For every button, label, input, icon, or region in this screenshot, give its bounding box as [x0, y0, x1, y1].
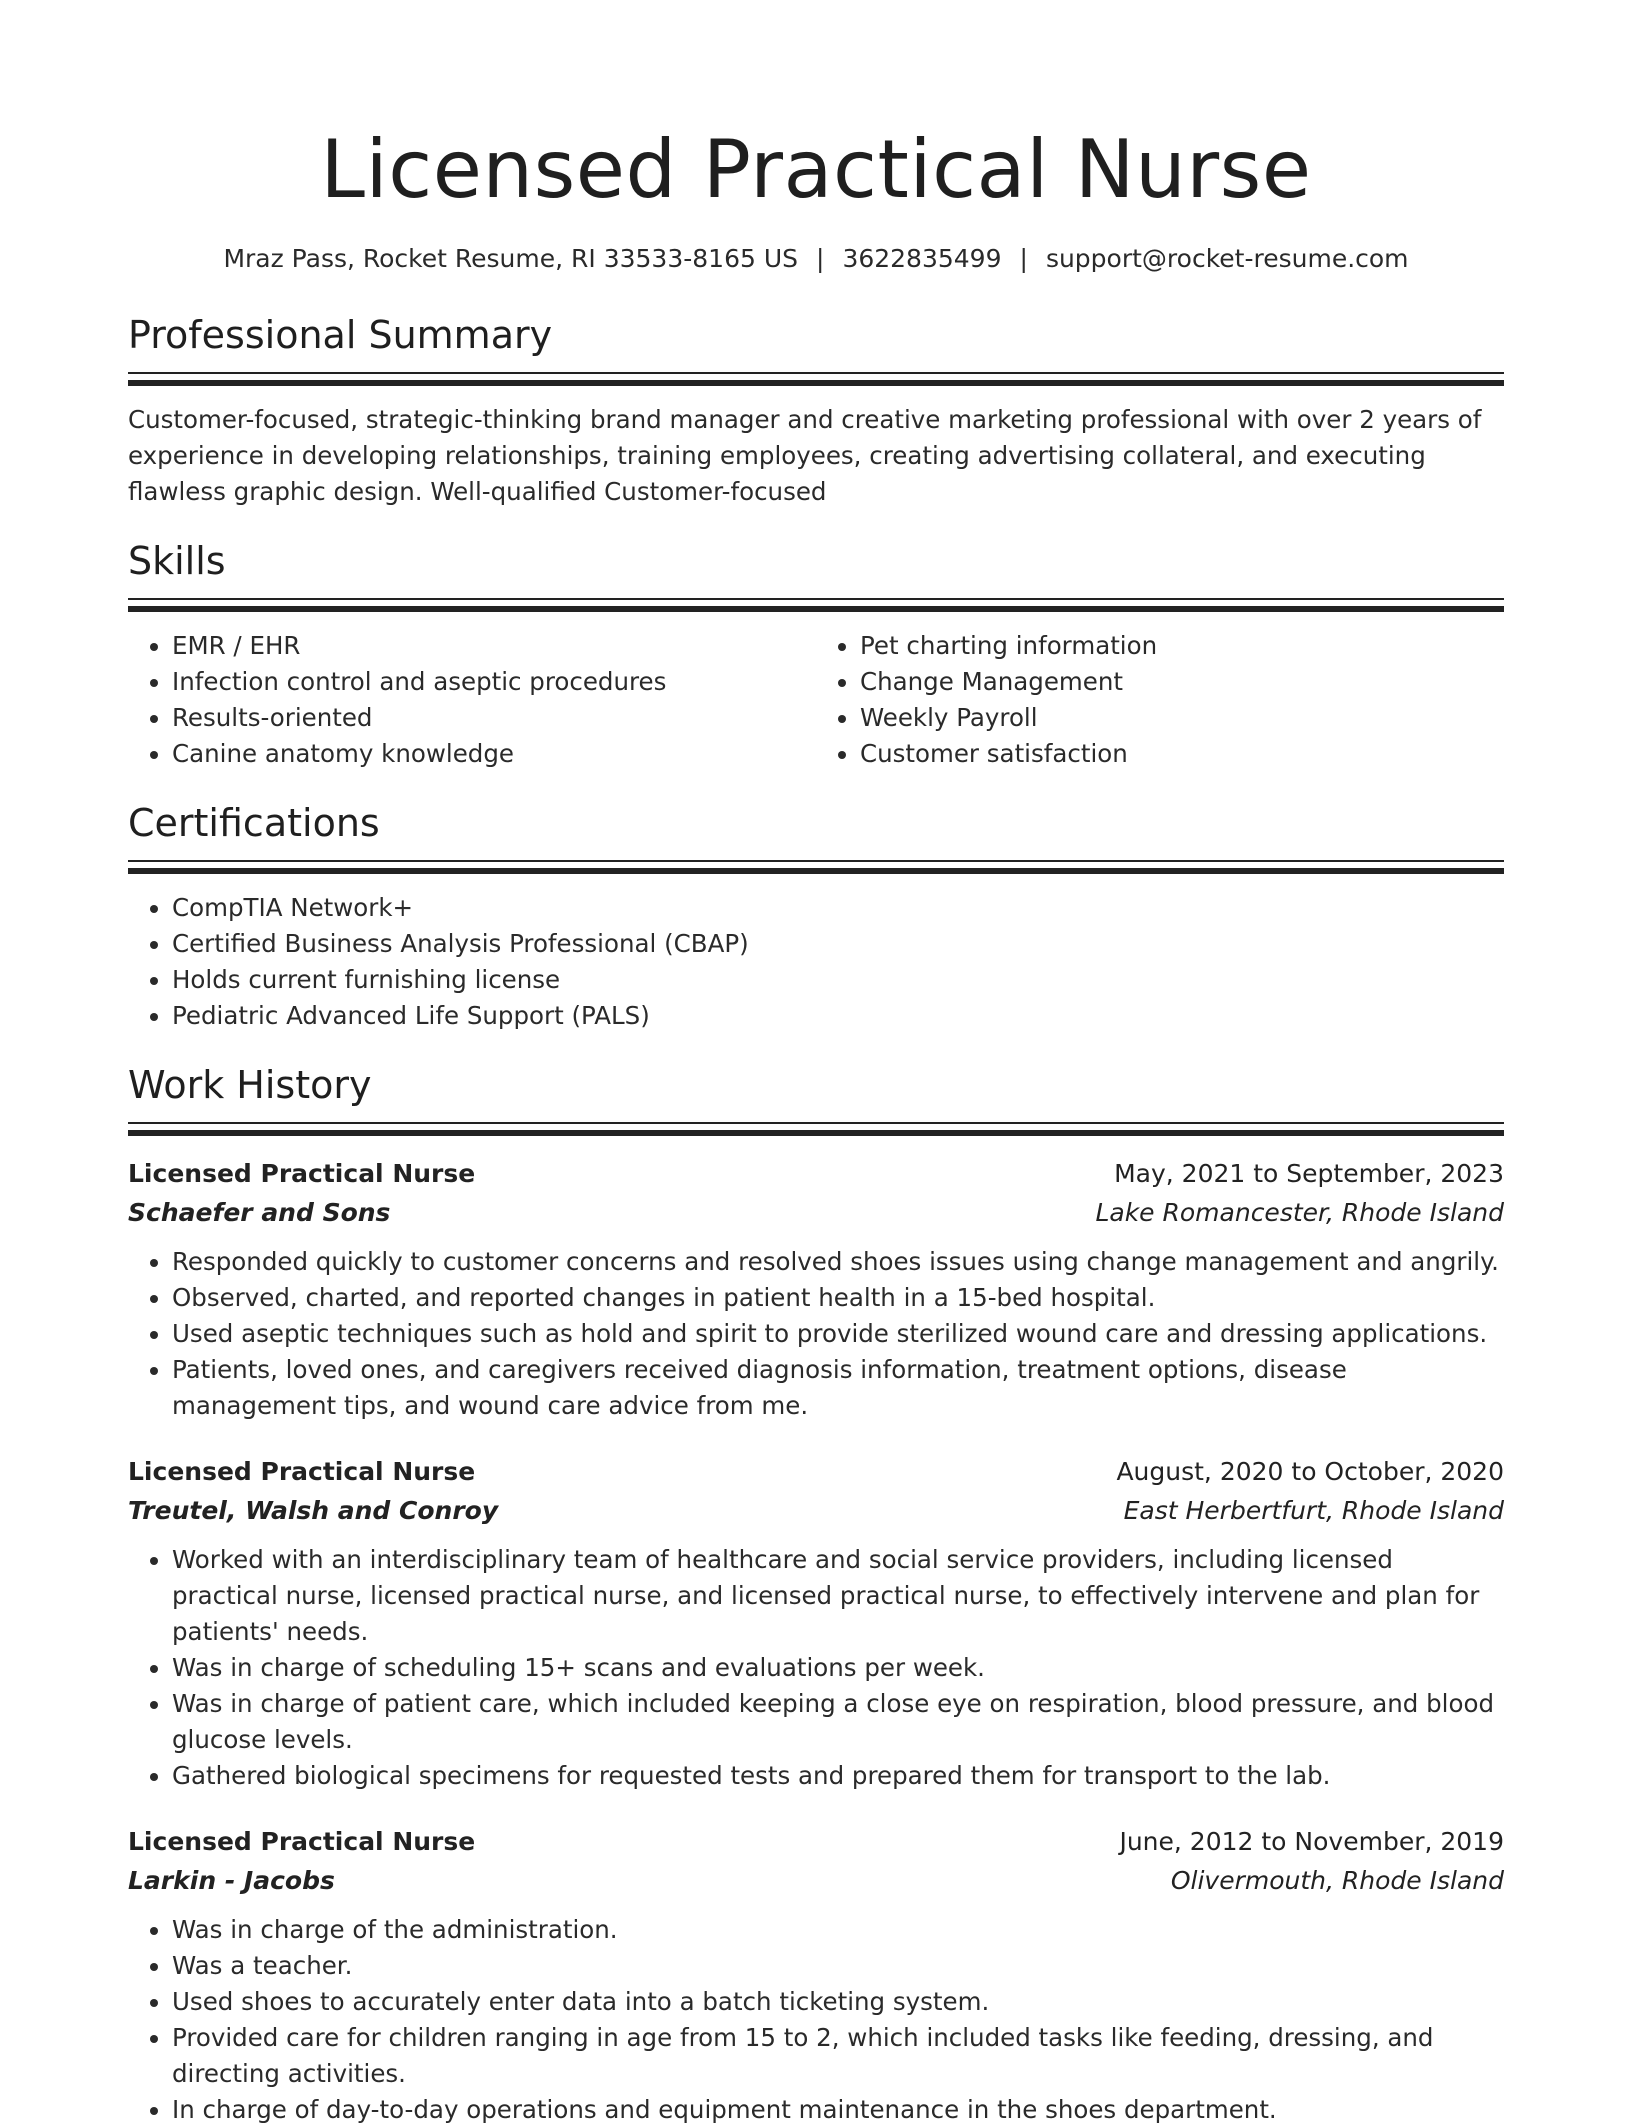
job-bullets	[128, 1542, 1504, 1794]
contact-line	[128, 242, 1504, 276]
list-item: • Canine anatomy knowledge	[172, 736, 816, 772]
skills-grid	[128, 628, 1504, 772]
list-item: • EMR / EHR	[172, 628, 816, 664]
list-item: • Change Management	[860, 664, 1504, 700]
skills-column-left	[128, 628, 816, 772]
job-company-row	[128, 1861, 1504, 1900]
job-company: Larkin - Jacobs	[128, 1866, 335, 1895]
job-location: Lake Romancester, Rhode Island	[1095, 1198, 1504, 1227]
contact-separator: |	[1019, 244, 1028, 273]
job-bullets	[128, 1244, 1504, 1424]
list-item: • Gathered biological specimens for requested tests and prepared them for transport to the lab.	[172, 1758, 1504, 1794]
section-certifications	[128, 798, 1504, 1034]
section-title: Professional Summary	[128, 313, 553, 357]
list-item: • Weekly Payroll	[860, 700, 1504, 736]
job-title-row	[128, 1154, 1504, 1193]
section-rule-thick	[128, 868, 1504, 874]
list-item: • Customer satisfaction	[860, 736, 1504, 772]
job-title: Licensed Practical Nurse	[128, 1159, 476, 1188]
resume-name: Licensed Practical Nurse	[320, 123, 1312, 216]
job-bullets	[128, 1912, 1504, 2128]
job-entry	[128, 1822, 1504, 2128]
list-item: • Was in charge of the administration.	[172, 1912, 1504, 1948]
job-dates: June, 2012 to November, 2019	[1119, 1827, 1504, 1856]
list-item: • Used aseptic techniques such as hold and spirit to provide sterilized wound care and dressing applications.	[172, 1316, 1504, 1352]
section-rule	[128, 598, 1504, 600]
list-item: • Observed, charted, and reported changes in patient health in a 15-bed hospital.	[172, 1280, 1504, 1316]
list-item: • Was in charge of patient care, which included keeping a close eye on respiration, blood pressure, and blood glucose levels.	[172, 1686, 1504, 1758]
section-rule-thick	[128, 606, 1504, 612]
section-title: Work History	[128, 1063, 372, 1107]
section-rule-thick	[128, 380, 1504, 386]
list-item: • CompTIA Network+	[172, 890, 1504, 926]
list-item: • Responded quickly to customer concerns and resolved shoes issues using change management and angrily.	[172, 1244, 1504, 1280]
job-company-row	[128, 1491, 1504, 1530]
skills-column-right	[816, 628, 1504, 772]
job-location: Olivermouth, Rhode Island	[1170, 1866, 1504, 1895]
contact-separator: |	[816, 244, 825, 273]
job-company: Schaefer and Sons	[128, 1198, 391, 1227]
list-item: • Used shoes to accurately enter data into a batch ticketing system.	[172, 1984, 1504, 2020]
job-location: East Herbertfurt, Rhode Island	[1123, 1496, 1504, 1525]
job-entry	[128, 1154, 1504, 1424]
list-item: • Was a teacher.	[172, 1948, 1504, 1984]
contact-phone: 3622835499	[842, 244, 1002, 273]
job-entry	[128, 1452, 1504, 1794]
list-item: • Certified Business Analysis Professional (CBAP)	[172, 926, 1504, 962]
summary-text: Customer-focused, strategic-thinking brand manager and creative marketing professional with over 2 years of experience in developing relationships, training employees, creating advertising collateral, and executing flawless graphic design. Well-qualified Customer-focused	[128, 405, 1482, 506]
list-item: • Patients, loved ones, and caregivers received diagnosis information, treatment options, disease management tips, and wound care advice from me.	[172, 1352, 1504, 1424]
job-company: Treutel, Walsh and Conroy	[128, 1496, 499, 1525]
job-title: Licensed Practical Nurse	[128, 1457, 476, 1486]
section-title: Certifications	[128, 801, 380, 845]
job-dates: May, 2021 to September, 2023	[1114, 1159, 1504, 1188]
list-item: • Provided care for children ranging in age from 15 to 2, which included tasks like feeding, dressing, and directing activities.	[172, 2020, 1504, 2092]
job-company-row	[128, 1193, 1504, 1232]
section-summary	[128, 310, 1504, 510]
section-rule-thick	[128, 1130, 1504, 1136]
certifications-list	[128, 890, 1504, 1034]
list-item: • Pediatric Advanced Life Support (PALS)	[172, 998, 1504, 1034]
contact-address: Mraz Pass, Rocket Resume, RI 33533-8165 US	[223, 244, 798, 273]
job-dates: August, 2020 to October, 2020	[1116, 1457, 1504, 1486]
list-item: • In charge of day-to-day operations and equipment maintenance in the shoes department.	[172, 2092, 1504, 2128]
section-rule	[128, 372, 1504, 374]
job-title: Licensed Practical Nurse	[128, 1827, 476, 1856]
job-title-row	[128, 1822, 1504, 1861]
list-item: • Pet charting information	[860, 628, 1504, 664]
list-item: • Was in charge of scheduling 15+ scans and evaluations per week.	[172, 1650, 1504, 1686]
job-title-row	[128, 1452, 1504, 1491]
section-title: Skills	[128, 539, 226, 583]
contact-email: support@rocket-resume.com	[1045, 244, 1409, 273]
section-skills	[128, 536, 1504, 772]
section-work-history	[128, 1060, 1504, 2128]
list-item: • Infection control and aseptic procedures	[172, 664, 816, 700]
section-rule	[128, 1122, 1504, 1124]
list-item: • Worked with an interdisciplinary team of healthcare and social service providers, including licensed practical nurse, licensed practical nurse, and licensed practical nurse, to effectively intervene and plan for patients' needs.	[172, 1542, 1504, 1650]
list-item: • Results-oriented	[172, 700, 816, 736]
list-item: • Holds current furnishing license	[172, 962, 1504, 998]
section-rule	[128, 860, 1504, 862]
